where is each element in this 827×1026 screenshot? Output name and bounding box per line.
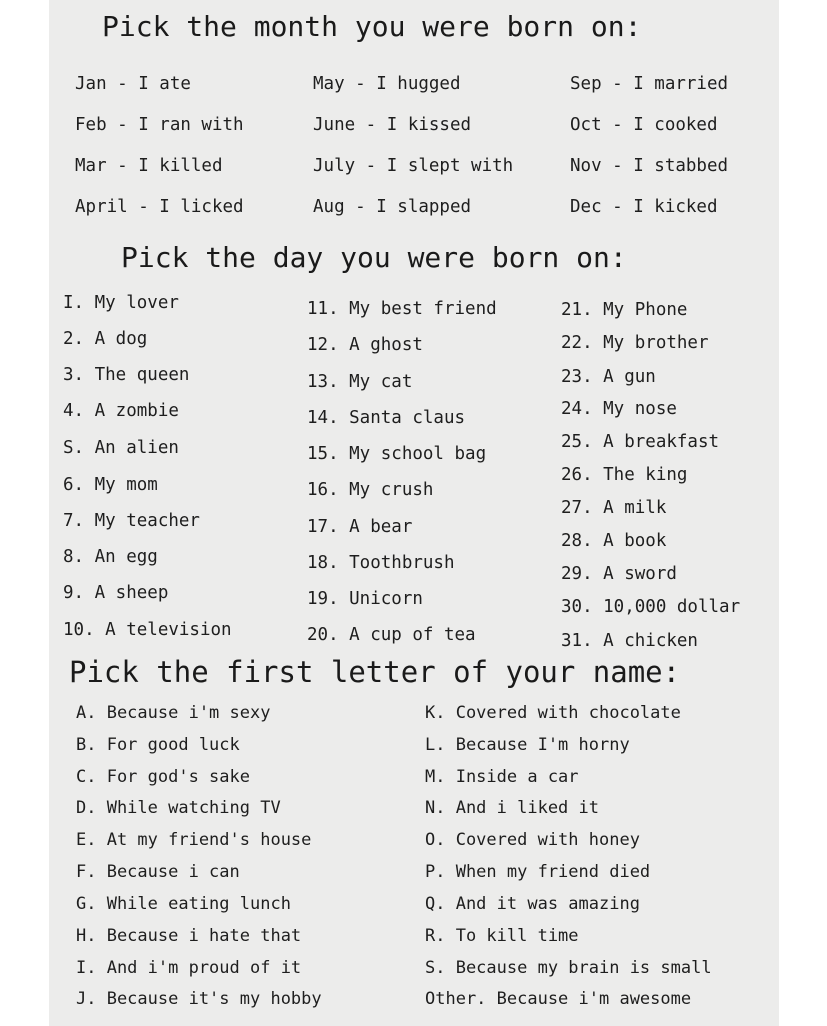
day-item: 3. The queen	[63, 365, 190, 385]
day-item: 9. A sheep	[63, 583, 169, 603]
day-item: 10. A television	[63, 620, 232, 640]
letter-item: P. When my friend died	[425, 862, 651, 882]
letter-item: M. Inside a car	[425, 767, 579, 787]
month-item: Aug - I slapped	[313, 197, 472, 217]
letter-item: B. For good luck	[76, 735, 240, 755]
day-item: 28. A book	[561, 531, 667, 551]
month-item: April - I licked	[75, 197, 244, 217]
letter-item: J. Because it's my hobby	[76, 989, 322, 1009]
letter-item: D. While watching TV	[76, 798, 281, 818]
letter-item: A. Because i'm sexy	[76, 703, 271, 723]
day-item: 8. An egg	[63, 547, 158, 567]
month-item: July - I slept with	[313, 156, 514, 176]
letter-item: L. Because I'm horny	[425, 735, 630, 755]
letter-item: S. Because my brain is small	[425, 958, 712, 978]
day-item: 25. A breakfast	[561, 432, 720, 452]
day-item: 30. 10,000 dollar	[561, 597, 741, 617]
day-item: 31. A chicken	[561, 631, 698, 651]
day-item: I. My lover	[63, 293, 179, 313]
month-heading: Pick the month you were born on:	[102, 10, 642, 43]
day-item: 11. My best friend	[307, 299, 497, 319]
day-item: 13. My cat	[307, 372, 413, 392]
letter-item: N. And i liked it	[425, 798, 599, 818]
day-item: 12. A ghost	[307, 335, 423, 355]
day-item: 2. A dog	[63, 329, 148, 349]
day-item: 23. A gun	[561, 367, 656, 387]
day-item: 14. Santa claus	[307, 408, 466, 428]
day-item: 26. The king	[561, 465, 688, 485]
day-item: 16. My crush	[307, 480, 434, 500]
month-item: Jan - I ate	[75, 74, 191, 94]
name-heading: Pick the first letter of your name:	[69, 655, 681, 689]
day-item: 15. My school bag	[307, 444, 487, 464]
day-item: 4. A zombie	[63, 401, 179, 421]
letter-item: G. While eating lunch	[76, 894, 291, 914]
month-item: Oct - I cooked	[570, 115, 718, 135]
letter-item: O. Covered with honey	[425, 830, 640, 850]
letter-item: I. And i'm proud of it	[76, 958, 302, 978]
letter-item: E. At my friend's house	[76, 830, 312, 850]
letter-item: K. Covered with chocolate	[425, 703, 681, 723]
day-item: 29. A sword	[561, 564, 677, 584]
month-item: June - I kissed	[313, 115, 472, 135]
letter-item: Other. Because i'm awesome	[425, 989, 692, 1009]
day-item: 27. A milk	[561, 498, 667, 518]
day-item: 18. Toothbrush	[307, 553, 455, 573]
letter-item: H. Because i hate that	[76, 926, 302, 946]
month-item: May - I hugged	[313, 74, 461, 94]
day-item: 20. A cup of tea	[307, 625, 476, 645]
letter-item: Q. And it was amazing	[425, 894, 640, 914]
day-item: 19. Unicorn	[307, 589, 423, 609]
day-item: 7. My teacher	[63, 511, 200, 531]
day-item: 22. My brother	[561, 333, 709, 353]
day-heading: Pick the day you were born on:	[121, 241, 627, 274]
day-item: 21. My Phone	[561, 300, 688, 320]
month-item: Dec - I kicked	[570, 197, 718, 217]
month-item: Feb - I ran with	[75, 115, 244, 135]
month-item: Nov - I stabbed	[570, 156, 729, 176]
month-item: Mar - I killed	[75, 156, 223, 176]
letter-item: R. To kill time	[425, 926, 579, 946]
month-item: Sep - I married	[570, 74, 729, 94]
letter-item: C. For god's sake	[76, 767, 250, 787]
day-item: 17. A bear	[307, 517, 413, 537]
day-item: 24. My nose	[561, 399, 677, 419]
day-item: S. An alien	[63, 438, 179, 458]
day-item: 6. My mom	[63, 475, 158, 495]
letter-item: F. Because i can	[76, 862, 240, 882]
